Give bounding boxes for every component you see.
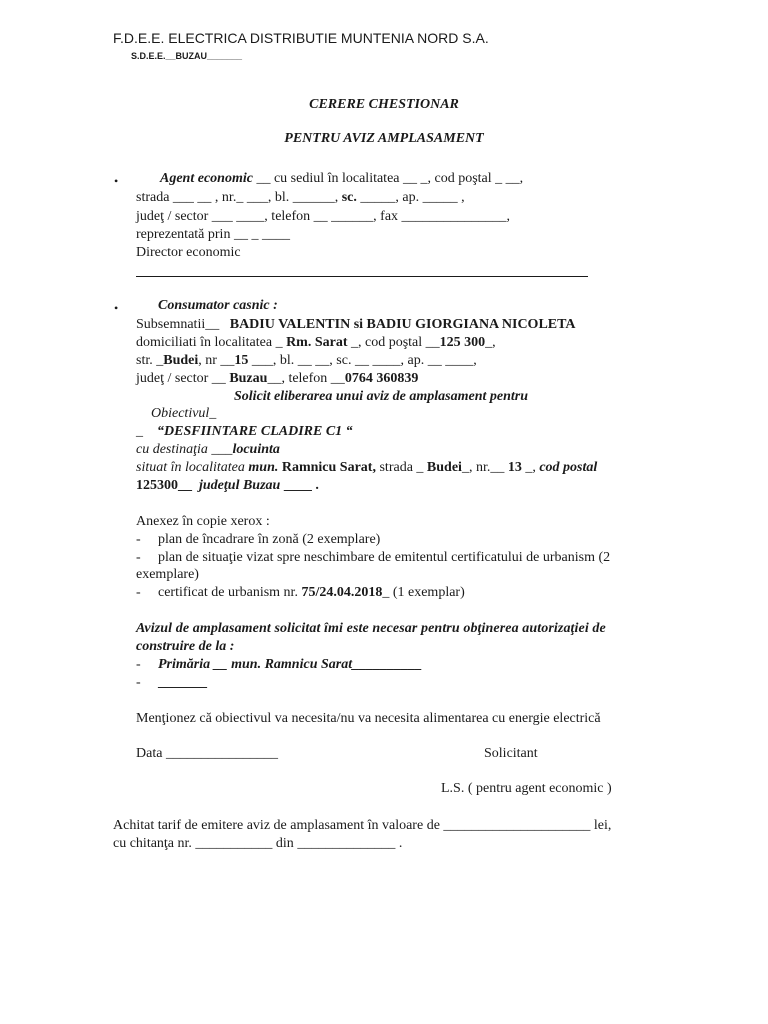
- date-field: [136, 746, 278, 762]
- aviz-dash-1: -: [136, 657, 141, 672]
- location-postal-label: cod postal: [539, 460, 598, 475]
- location-text-a: situat în localitatea: [136, 460, 245, 475]
- domicile-postal-code: 125 300: [439, 335, 486, 350]
- agent-street-text: strada ___ __ , nr._ ___, bl. ______,: [136, 190, 339, 205]
- consumer-street-line: [136, 353, 477, 369]
- branch-name: S.D.E.E.__BUZAU_______: [131, 51, 243, 61]
- consumer-phone: 0764 360839: [344, 371, 419, 386]
- annex-item-3-a: certificat de urbanism nr.: [158, 585, 298, 600]
- objective-line: [136, 424, 353, 440]
- fee-line-2: [113, 836, 402, 852]
- annex-item-3-text: [158, 585, 465, 601]
- mention-text: Menţionez că obiectivul va necesita/nu va necesita alimentarea cu energie electrică: [136, 711, 601, 726]
- agent-label: Agent economic: [160, 171, 253, 186]
- aviz-dash-2: -: [136, 675, 141, 690]
- agent-seat-text: __ cu sediul în localitatea __ _, cod poştal _ __,: [256, 171, 524, 186]
- location-county-end: ____ .: [283, 478, 319, 493]
- destination-line: [136, 442, 280, 458]
- agent-sc-label: sc.: [341, 190, 357, 205]
- document-subtitle: PENTRU AVIZ AMPLASAMENT: [284, 131, 484, 146]
- destination-value: locuinta: [232, 442, 280, 457]
- location-mun: mun.: [248, 460, 279, 475]
- consumer-names-line: [136, 317, 576, 333]
- location-text-b: strada _: [379, 460, 424, 475]
- date-label: Data: [136, 746, 163, 761]
- aviz-item-2: [136, 675, 207, 691]
- annex-item-1: [136, 532, 381, 548]
- location-line: [136, 460, 597, 476]
- objective-prefix: _: [136, 424, 143, 439]
- consumer-domicile-line: [136, 335, 496, 351]
- agent-line-5: Director economic: [136, 245, 241, 260]
- agent-divider: [136, 276, 588, 277]
- county-name: Buzau: [229, 371, 268, 386]
- objective-label: Obiectivul_: [151, 406, 217, 421]
- urbanism-certificate-number: 75/24.04.2018: [301, 585, 383, 600]
- domicile-text-c: _,: [485, 335, 496, 350]
- annex-item-2-text: plan de situaţie vizat spre neschimbare de emitentul certificatului de urbanism (2: [158, 550, 611, 565]
- date-blank: ________________: [165, 746, 278, 761]
- location-street: Budei: [426, 460, 462, 475]
- destination-label: cu destinaţia ___: [136, 442, 233, 457]
- company-name: F.D.E.E. ELECTRICA DISTRIBUTIE MUNTENIA NORD S.A.: [113, 30, 489, 46]
- location-text-d: _,: [525, 460, 536, 475]
- street-text-a: str. _: [136, 353, 164, 368]
- consumer-county-line: [136, 371, 418, 387]
- consumer-label: Consumator casnic :: [158, 298, 278, 313]
- consumer-names: BADIU VALENTIN si BADIU GIORGIANA NICOLETA: [229, 317, 576, 332]
- annex-item-2-cont: exemplare): [136, 567, 199, 582]
- location-county: judeţul Buzau: [199, 478, 281, 493]
- solicitant-label: Solicitant: [484, 746, 538, 761]
- annex-item-2: [136, 550, 611, 566]
- annex-item-1-text: plan de încadrare în zonă (2 exemplare): [158, 532, 381, 547]
- county-text-b: __, telefon __: [267, 371, 345, 386]
- annex-item-3-b: _ (1 exemplar): [382, 585, 465, 600]
- annex-title: Anexez în copie xerox :: [136, 514, 270, 529]
- location-number: 13: [507, 460, 522, 475]
- fee-text: Achitat tarif de emitere aviz de amplasament în valoare de: [113, 818, 440, 833]
- receipt-label: cu chitanţa nr.: [113, 836, 192, 851]
- agent-line-3: judeţ / sector ___ ____, telefon __ ______, fax _______________,: [136, 209, 511, 224]
- solicit-text: Solicit eliberarea unui aviz de amplasament pentru: [234, 389, 529, 404]
- annex-item-3: [136, 585, 465, 601]
- subsemnatii-prefix: Subsemnatii__: [136, 317, 220, 332]
- location-text-c: _, nr.__: [461, 460, 505, 475]
- annex-dash-2: -: [136, 550, 141, 565]
- street-number: 15: [234, 353, 249, 368]
- county-text-a: judeţ / sector __: [136, 371, 226, 386]
- agent-ap-text: _____, ap. _____ ,: [360, 190, 465, 205]
- aviz-purpose-line-2: construire de la :: [136, 639, 235, 654]
- location-postal-code: 125300__: [136, 478, 192, 493]
- receipt-din: din: [275, 836, 294, 851]
- fee-amount-blank: _____________________: [443, 818, 591, 833]
- aviz-purpose-line-1: Avizul de amplasament solicitat îmi este necesar pentru obţinerea autorizaţiei de: [136, 621, 606, 636]
- aviz-item-1: [136, 657, 423, 673]
- aviz-item-2-text: _______: [158, 675, 207, 690]
- agent-line-1: [160, 171, 523, 187]
- annex-dash-1: -: [136, 532, 141, 547]
- postal-county-line: [136, 478, 319, 494]
- objective-value: “DESFIINTARE CLADIRE C1 “: [157, 424, 353, 439]
- fee-line-1: [113, 818, 611, 834]
- domicile-text-b: _, cod poştal __: [351, 335, 440, 350]
- street-text-c: ___, bl. __ __, sc. __ ____, ap. __ ____,: [248, 353, 477, 368]
- location-city: Ramnicu Sarat,: [281, 460, 376, 475]
- street-name: Budei: [163, 353, 199, 368]
- fee-currency: lei,: [593, 818, 612, 833]
- receipt-number-blank: ___________: [195, 836, 273, 851]
- agent-line-2: [136, 190, 465, 206]
- bullet-agent: •: [114, 174, 119, 188]
- receipt-end: .: [398, 836, 403, 851]
- domicile-text-a: domiciliati în localitatea _: [136, 335, 283, 350]
- annex-dash-3: -: [136, 585, 141, 600]
- document-title: CERERE CHESTIONAR: [309, 97, 459, 112]
- aviz-item-1-text: Primăria __ mun. Ramnicu Sarat__________: [158, 657, 423, 672]
- agent-line-4: reprezentată prin __ _ ____: [136, 227, 290, 242]
- street-text-b: , nr __: [198, 353, 235, 368]
- ls-label: L.S. ( pentru agent economic ): [441, 781, 612, 796]
- receipt-date-blank: ______________: [297, 836, 396, 851]
- bullet-consumer: •: [114, 301, 119, 315]
- domicile-city: Rm. Sarat: [286, 335, 348, 350]
